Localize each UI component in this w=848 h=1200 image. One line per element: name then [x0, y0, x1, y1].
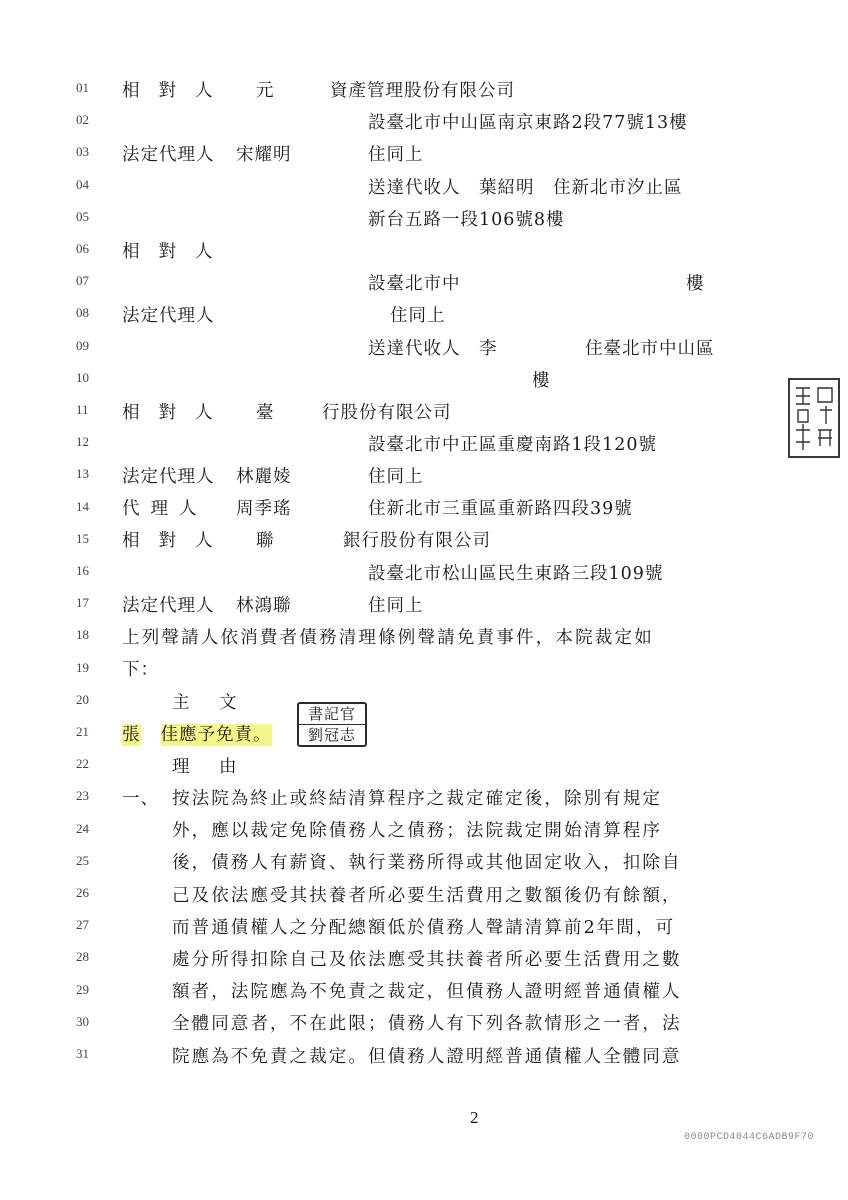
party-2-agent: 送達代收人 李 [368, 339, 498, 359]
party-4-rep-name: 林鴻聯 [236, 596, 292, 616]
party-2-rep-label: 法定代理人 [122, 306, 215, 326]
line-number: 26 [76, 885, 89, 900]
line-number: 11 [76, 402, 89, 417]
line-number: 04 [76, 176, 89, 192]
reason-line: 全體同意者，不在此限；債務人有下列各款情形之一者，法 [172, 1014, 682, 1035]
line-number: 20 [76, 691, 89, 707]
heading-main-text: 主 文 [172, 693, 243, 713]
perforation-seal-glyphs [790, 380, 838, 456]
line-number: 07 [76, 273, 89, 289]
reason-line: 後，債務人有薪資、執行業務所得或其他固定收入，扣除自 [172, 853, 682, 874]
party-1-rep-name: 宋耀明 [236, 145, 292, 165]
party-1-address: 設臺北市中山區南京東路2段77號13樓 [368, 113, 688, 133]
line-number: 13 [76, 466, 89, 482]
line-number: 25 [76, 852, 89, 868]
ruling-text: 佳應予免責。 [160, 725, 272, 745]
line-number: 17 [76, 595, 89, 611]
line-number: 21 [76, 724, 89, 739]
party-4-rep-address: 住同上 [368, 596, 424, 616]
party-1-rep-label: 法定代理人 [122, 145, 215, 165]
line-number: 29 [76, 981, 89, 997]
party-3-rep-address: 住同上 [368, 467, 424, 487]
party-1-agent-address: 新台五路一段106號8樓 [368, 210, 565, 230]
party-1-name-prefix: 元 [256, 81, 275, 101]
party-1-agent: 送達代收人 葉紹明 住新北市汐止區 [368, 178, 683, 198]
party-3-address: 設臺北市中正區重慶南路1段120號 [368, 435, 658, 455]
line-number: 23 [76, 788, 89, 804]
party-3-label: 相對人 [122, 403, 232, 423]
party-3-name: 行股份有限公司 [322, 403, 452, 423]
line-number: 01 [76, 80, 89, 95]
line-number: 27 [76, 917, 89, 933]
line-number: 22 [76, 756, 89, 772]
page-number: 2 [470, 1108, 479, 1127]
line-number: 09 [76, 337, 89, 353]
line-number: 19 [76, 659, 89, 675]
line-number: 12 [76, 434, 89, 450]
party-1-label: 相對人 [122, 81, 232, 101]
ruling [122, 721, 272, 746]
line-number: 03 [76, 144, 89, 160]
intro-text: 上列聲請人依消費者債務清理條例聲請免責事件，本院裁定如 [122, 628, 654, 648]
line-number: 06 [76, 241, 89, 256]
line-number: 31 [76, 1046, 89, 1061]
line-number: 28 [76, 949, 89, 965]
party-1-name: 資產管理股份有限公司 [330, 81, 515, 101]
line-number: 02 [76, 112, 89, 128]
perforation-seal [788, 378, 840, 458]
party-4-name-prefix: 聯 [256, 531, 275, 551]
party-2-rep-address: 住同上 [390, 306, 446, 326]
reason-line: 而普通債權人之分配總額低於債務人聲請清算前2年間，可 [172, 917, 676, 938]
reason-line: 處分所得扣除自己及依法應受其扶養者所必要生活費用之數 [172, 950, 682, 970]
line-number: 16 [76, 563, 89, 578]
party-3-name-prefix: 臺 [256, 403, 275, 423]
party-3-rep-label: 法定代理人 [122, 467, 215, 487]
party-4-address: 設臺北市松山區民生東路三段109號 [368, 564, 664, 584]
clerk-seal [297, 702, 367, 747]
reason-marker: 一、 [122, 789, 159, 809]
reason-line: 己及依法應受其扶養者所必要生活費用之數額後仍有餘額， [172, 885, 682, 906]
clerk-seal-title: 書記官 [307, 705, 356, 723]
party-4-label: 相對人 [122, 531, 232, 551]
party-2-address-prefix: 設臺北市中 [368, 274, 461, 294]
party-2-agent-address: 住臺北市中山區 [585, 339, 715, 359]
party-1-rep-address: 住同上 [368, 145, 424, 165]
party-4-name: 銀行股份有限公司 [343, 531, 491, 551]
reason-line: 外，應以裁定免除債務人之債務；法院裁定開始清算程序 [172, 821, 662, 842]
party-3-rep-name: 林麗婈 [236, 467, 292, 487]
party-4-rep-label: 法定代理人 [122, 596, 215, 616]
heading-reason: 理 由 [172, 757, 243, 777]
party-3-proxy-label: 代理人 [122, 499, 208, 519]
line-number: 30 [76, 1013, 89, 1029]
party-3-proxy-address: 住新北市三重區重新路四段39號 [368, 499, 633, 519]
document-id: 0000PCD4044C6ADB9F70 [683, 1132, 814, 1143]
reason-line: 院應為不免責之裁定。但債務人證明經普通債權人全體同意 [172, 1046, 682, 1067]
line-number: 14 [76, 498, 89, 514]
line-number: 18 [76, 627, 89, 643]
line-number: 15 [76, 530, 89, 546]
party-3-proxy-name: 周季瑤 [236, 499, 292, 519]
line-number: 24 [76, 820, 89, 836]
intro-text-continued: 下： [122, 660, 159, 680]
line-number: 08 [76, 305, 89, 321]
line-number: 10 [76, 369, 89, 385]
reason-line: 按法院為終止或終結清算程序之裁定確定後，除別有規定 [172, 789, 662, 809]
ruling-name: 張 [122, 725, 141, 745]
reason-line: 額者，法院應為不免責之裁定，但債務人證明經普通債權人 [172, 982, 682, 1003]
party-2-label: 相對人 [122, 242, 232, 262]
party-2-agent-address-line2: 樓 [532, 371, 551, 391]
party-2-address-suffix: 樓 [686, 274, 705, 294]
line-number: 05 [76, 208, 89, 224]
clerk-seal-name: 劉冠志 [299, 724, 365, 745]
